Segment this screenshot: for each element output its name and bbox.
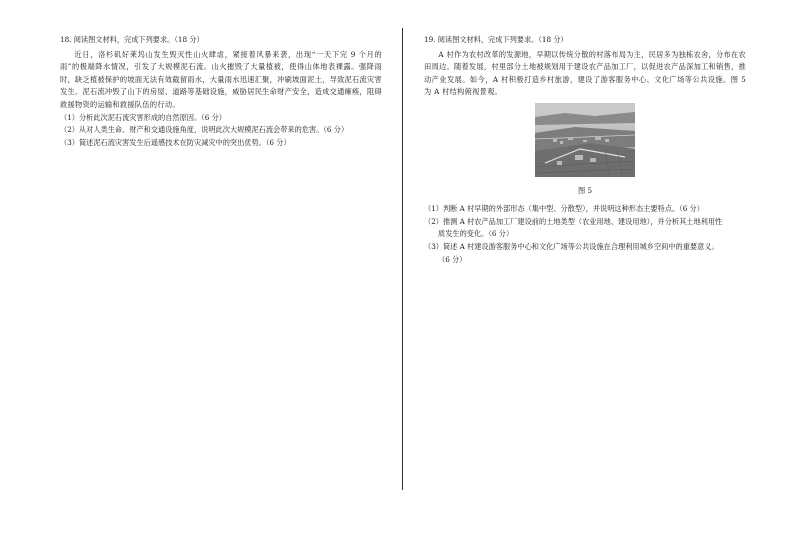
question-19-sub-1 xyxy=(424,203,746,216)
figure-5-caption: 图 5 xyxy=(577,185,593,195)
question-18-passage xyxy=(60,49,382,112)
question-18-sub-3: （3）简述泥石流灾害发生后遥感技术在防灾减灾中的突出优势。（6 分） xyxy=(60,137,291,147)
question-19-sub-3 xyxy=(424,241,746,266)
question-19 xyxy=(424,34,746,266)
question-19-passage xyxy=(424,49,746,99)
figure-5 xyxy=(424,103,746,182)
question-19-sub-2-text: （2）推测 A 村农产品加工厂建设前的土地类型（农业用地、建设用地），并分析其土地利用性 xyxy=(424,216,723,226)
question-18-sub-1: （1）分析此次泥石流灾害形成的自然原因。（6 分） xyxy=(60,112,226,122)
question-18-passage-text: 近日，洛杉矶好莱坞山发生毁灭性山火肆虐，紧接着风暴来袭，出现“一天下完 9 个月的雨”的极端降水情况，引发了大规模泥石流。山火摧毁了大量植被，使得山体地表裸露。强降雨时，缺乏植被保护的坡面无法有效截留雨水，大量雨水迅速汇聚，冲刷坡面泥土，导致泥石流灾害发生。泥石流冲毁了山下的房屋、道路等基础设施，威胁居民生命财产安全，造成交通瘫痪，阻碍救援物资的运输和救援队伍的行动。 xyxy=(60,49,382,109)
question-19-sub-2 xyxy=(424,216,746,241)
question-19-heading: 19. 阅读图文材料，完成下列要求。（18 分） xyxy=(424,35,568,44)
question-19-sub-3-text: （3）简述 A 村建设游客服务中心和文化广场等公共设施在合理利用城乡空间中的重要意义。 xyxy=(424,241,719,251)
question-19-sub-1-text: （1）判断 A 村早期的外部形态（集中型、分散型），并说明这种形态主要特点。（6 分） xyxy=(424,204,704,214)
question-19-sub-3-continuation: （6 分） xyxy=(438,254,467,264)
column-divider xyxy=(402,28,403,490)
question-19-sub-2-continuation: 质发生的变化。（6 分） xyxy=(438,229,514,239)
aerial-village-photo xyxy=(535,103,635,177)
question-18-heading: 18. 阅读图文材料，完成下列要求。（18 分） xyxy=(60,35,204,44)
question-18-sub-2: （2）从对人类生命、财产和交通设施角度，说明此次大规模泥石流会带来的危害。（6 分） xyxy=(60,125,349,135)
question-19-passage-text: A 村作为农村改革的发源地，早期以传统分散的村落布局为主，民居多为独栋农舍，分布在农田周边。随着发展，村里部分土地被规划用于建设农产品加工厂，以促进农产品深加工和销售，推动产业发展。如今，A 村积极打造乡村旅游，建设了游客服务中心、文化广场等公共设施。图 5 为 A 村结构俯视景观。 xyxy=(424,49,746,97)
question-18 xyxy=(60,34,382,149)
